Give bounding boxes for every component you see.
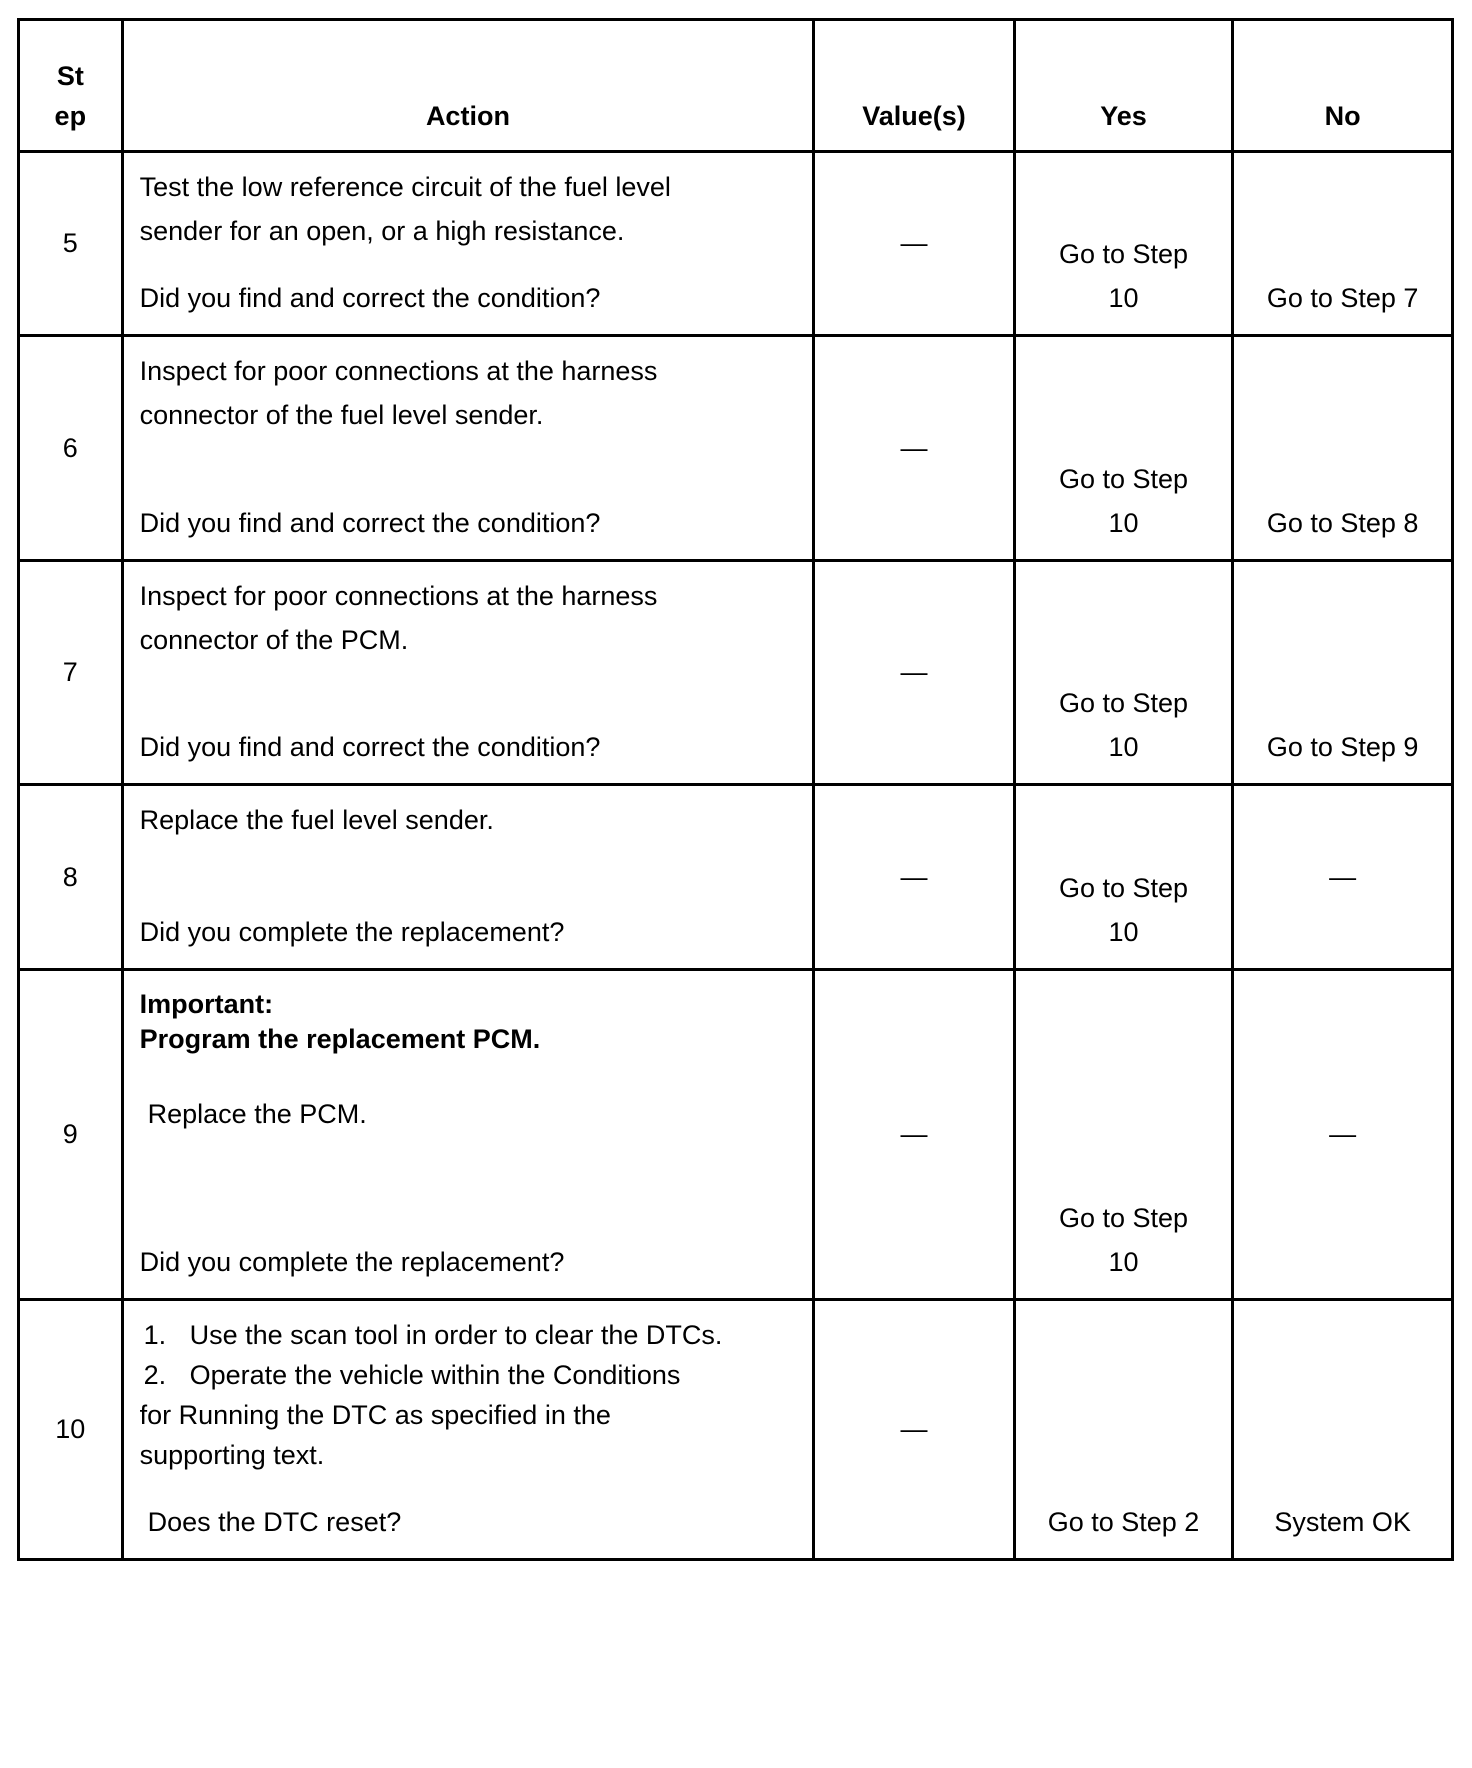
no-cell: Go to Step 8 bbox=[1233, 336, 1453, 561]
yes-cell: Go to Step 10 bbox=[1014, 561, 1233, 785]
list-item: 1. Use the scan tool in order to clear the DTCs. bbox=[143, 1320, 723, 1350]
step-number: 8 bbox=[19, 785, 123, 970]
step-number: 7 bbox=[19, 561, 123, 785]
diagnostic-table bbox=[17, 18, 1454, 1561]
important-text: Program the replacement PCM. bbox=[139, 1024, 541, 1054]
step-number: 9 bbox=[19, 970, 123, 1300]
value-cell: — bbox=[814, 1300, 1015, 1560]
table-row bbox=[19, 336, 1453, 561]
question: Did you complete the replacement? bbox=[139, 917, 565, 947]
yes-cell: Go to Step 10 bbox=[1014, 970, 1233, 1300]
header-yes: Yes bbox=[1014, 20, 1233, 152]
table-row bbox=[19, 152, 1453, 336]
header-no: No bbox=[1233, 20, 1453, 152]
question: Did you complete the replacement? bbox=[139, 1247, 565, 1277]
step-number: 6 bbox=[19, 336, 123, 561]
value-cell: — bbox=[814, 336, 1015, 561]
no-cell: Go to Step 7 bbox=[1233, 152, 1453, 336]
action-cell: Important: Program the replacement PCM. Replace the PCM. Did you complete the replacement? bbox=[122, 970, 814, 1300]
action-cell: Test the low reference circuit of the fuel level sender for an open, or a high resistance. Did you find and correct the condition? bbox=[122, 152, 814, 336]
yes-cell: Go to Step 10 bbox=[1014, 152, 1233, 336]
header-row bbox=[19, 20, 1453, 152]
header-action: Action bbox=[122, 20, 814, 152]
no-cell: Go to Step 9 bbox=[1233, 561, 1453, 785]
header-step: St ep bbox=[19, 20, 123, 152]
no-cell: System OK bbox=[1233, 1300, 1453, 1560]
value-cell: — bbox=[814, 970, 1015, 1300]
question: Did you find and correct the condition? bbox=[139, 508, 601, 538]
list-item: 2. Operate the vehicle within the Conditions bbox=[143, 1360, 681, 1390]
table-row bbox=[19, 785, 1453, 970]
action-cell: Replace the fuel level sender. Did you complete the replacement? bbox=[122, 785, 814, 970]
table-row bbox=[19, 1300, 1453, 1560]
value-cell: — bbox=[814, 152, 1015, 336]
question: Did you find and correct the condition? bbox=[139, 283, 601, 313]
question: Did you find and correct the condition? bbox=[139, 732, 601, 762]
table-row bbox=[19, 561, 1453, 785]
action-cell: Inspect for poor connections at the harness connector of the PCM. Did you find and correct the condition? bbox=[122, 561, 814, 785]
table-row bbox=[19, 970, 1453, 1300]
question: Does the DTC reset? bbox=[147, 1507, 402, 1537]
action-cell: 1. Use the scan tool in order to clear the DTCs. 2. Operate the vehicle within the Conditions for Running the DTC as specified in the supporting text. Does the DTC reset? bbox=[122, 1300, 814, 1560]
yes-cell: Go to Step 2 bbox=[1014, 1300, 1233, 1560]
yes-cell: Go to Step 10 bbox=[1014, 785, 1233, 970]
value-cell: — bbox=[814, 561, 1015, 785]
important-label: Important: bbox=[139, 989, 274, 1019]
value-cell: — bbox=[814, 785, 1015, 970]
step-number: 10 bbox=[19, 1300, 123, 1560]
step-number: 5 bbox=[19, 152, 123, 336]
action-cell: Inspect for poor connections at the harness connector of the fuel level sender. Did you find and correct the condition? bbox=[122, 336, 814, 561]
yes-cell: Go to Step 10 bbox=[1014, 336, 1233, 561]
no-cell: — bbox=[1233, 970, 1453, 1300]
header-values: Value(s) bbox=[814, 20, 1015, 152]
no-cell: — bbox=[1233, 785, 1453, 970]
